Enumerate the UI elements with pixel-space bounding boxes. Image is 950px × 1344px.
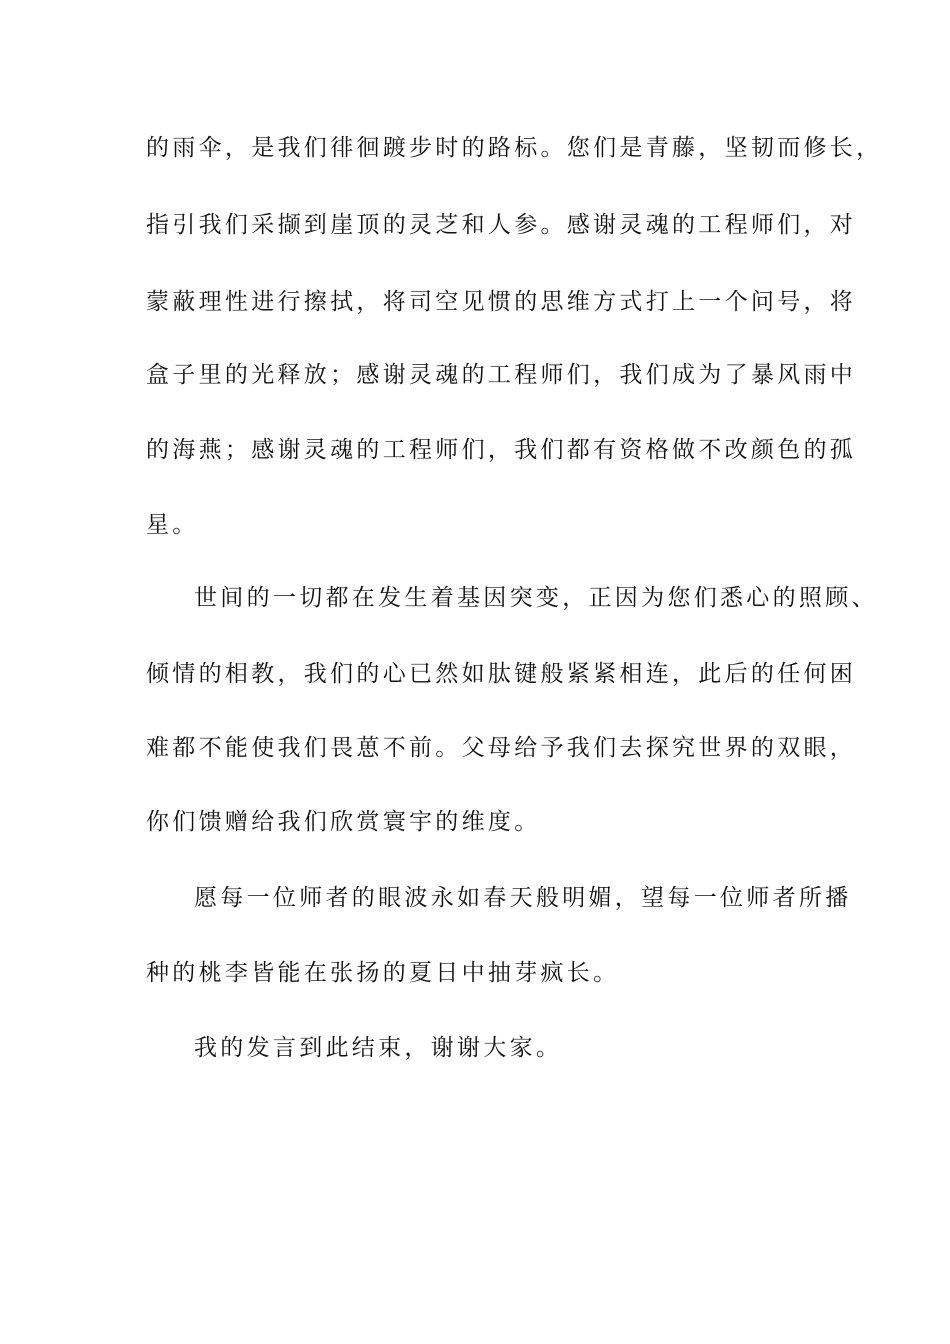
text-line: 我的发言到此结束，谢谢大家。: [194, 1035, 563, 1061]
text-line: 难都不能使我们畏葸不前。父母给予我们去探究世界的双眼，: [146, 735, 857, 761]
text-line: 指引我们采撷到崖顶的灵芝和人参。感谢灵魂的工程师们，对: [146, 212, 857, 238]
text-line: 星。: [146, 512, 199, 538]
text-line: 蒙蔽理性进行擦拭，将司空见惯的思维方式打上一个问号，将: [146, 289, 857, 315]
text-line: 你们馈赠给我们欣赏寰宇的维度。: [146, 809, 541, 835]
text-line: 的雨伞，是我们徘徊踱步时的路标。您们是青藤，坚韧而修长，: [146, 135, 883, 161]
text-line: 世间的一切都在发生着基因突变，正因为您们悉心的照顾、: [194, 585, 878, 611]
text-line: 愿每一位师者的眼波永如春天般明媚，望每一位师者所播: [194, 885, 852, 911]
text-line: 种的桃李皆能在张扬的夏日中抽芽疯长。: [146, 960, 620, 986]
text-line: 的海燕；感谢灵魂的工程师们，我们都有资格做不改颜色的孤: [146, 437, 857, 463]
text-line: 倾情的相教，我们的心已然如肽键般紧紧相连，此后的任何困: [146, 661, 857, 687]
text-line: 盒子里的光释放；感谢灵魂的工程师们，我们成为了暴风雨中: [146, 362, 857, 388]
